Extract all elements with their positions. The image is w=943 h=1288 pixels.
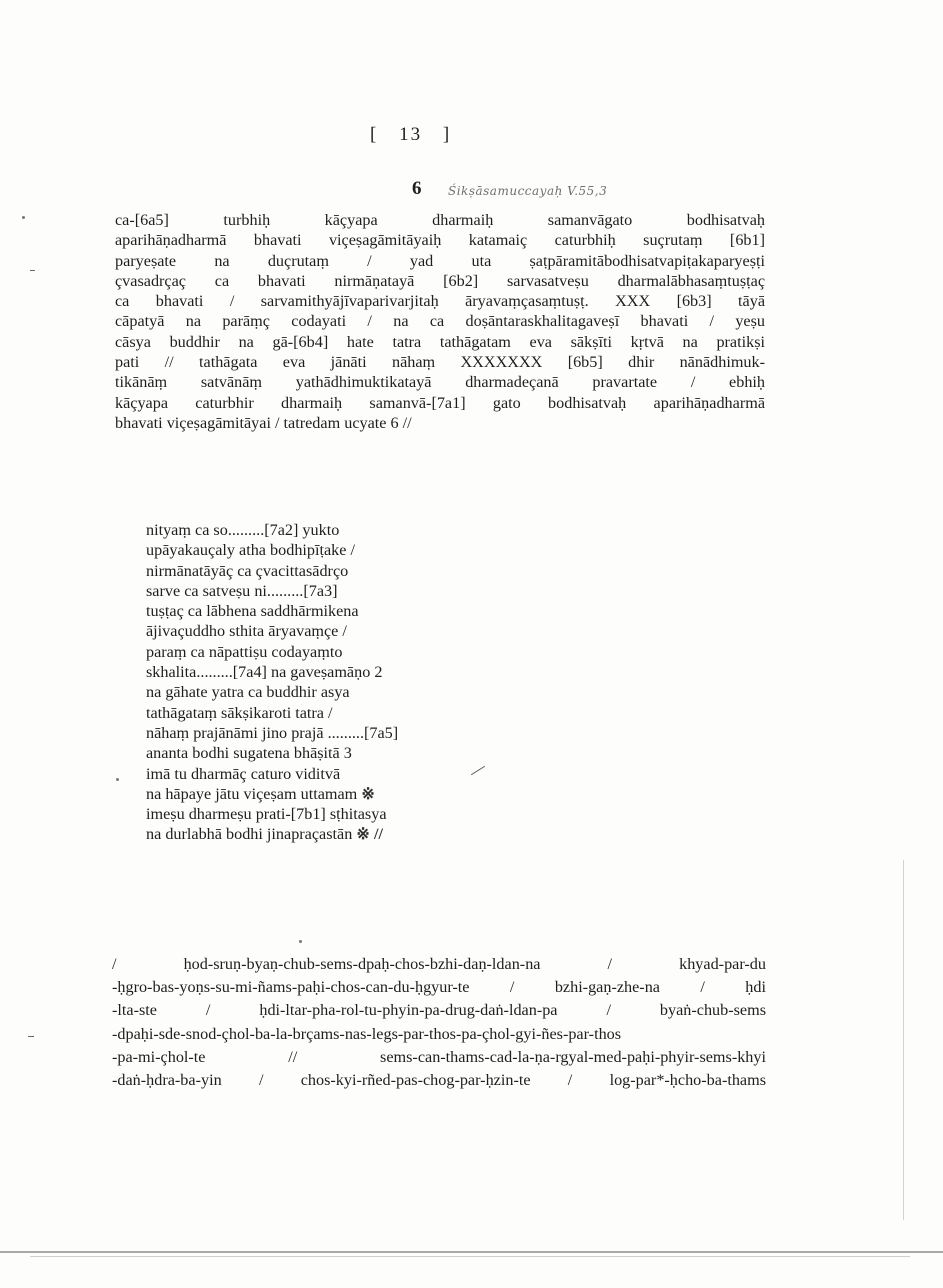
scan-bottom-edge	[0, 1251, 943, 1253]
sanskrit-verse-block	[146, 520, 398, 845]
verse-line: nāhaṃ prajānāmi jino prajā .........[7a5]	[146, 723, 399, 742]
verse-line: nityaṃ ca so.........[7a2] yukto	[146, 521, 340, 539]
verse-line-with-mark	[146, 784, 398, 804]
verse-line: ananta bodhi sugatena bhāṣitā 3	[146, 744, 352, 763]
page-number: [ 13 ]	[370, 124, 452, 145]
prose-line: aparihāṇadharmā bhavati viçeṣagāmitāyaiḥ katamaiç caturbhiḥ suçrutaṃ [6b1]	[115, 231, 765, 250]
verse-line: na gāhate yatra ca buddhir asya	[146, 683, 350, 702]
prose-line: çvasadrçaç ca bhavati nirmāṇatayā [6b2] sarvasatveṣu dharmalābhasaṃtuṣṭaç	[115, 271, 765, 290]
prose-line: tikānāṃ satvānāṃ yathādhimuktikatayā dharmadeçanā pravartate / ebhiḥ	[115, 373, 765, 392]
sanskrit-prose-block	[115, 210, 765, 433]
tibetan-line: / ḥod-sruṇ-byaṇ-chub-sems-dpaḥ-chos-bzhi-daṇ-ldan-na / khyad-par-du	[112, 955, 766, 973]
scan-edge-line	[903, 860, 904, 1220]
prose-line: bhavati viçeṣagāmitāyai / tatredam ucyate 6 //	[115, 413, 412, 432]
prose-line: ca bhavati / sarvamithyājīvaparivarjitaḥ āryavaṃçasaṃtuṣṭ. XXX [6b3] tāyā	[115, 292, 765, 311]
margin-dot	[22, 216, 25, 219]
pencil-mark	[471, 766, 485, 775]
prose-line: cāsya buddhir na gā-[6b4] hate tatra tathāgatam eva sākṣīti kṛtvā na pratikṣi	[115, 332, 765, 351]
tibetan-line: -pa-mi-çhol-te // sems-can-thams-cad-la-ṇa-rgyal-med-paḥi-phyir-sems-khyi	[112, 1047, 766, 1066]
prose-line: paryeṣate na duçrutaṃ / yad uta ṣaṭpāramitābodhisatvapiṭakaparyeṣṭi	[115, 251, 765, 270]
margin-tick	[28, 1036, 34, 1037]
prose-line: ca-[6a5] turbhiḥ kāçyapa dharmaiḥ samanvāgato bodhisatvaḥ	[115, 211, 765, 229]
verse-line: imā tu dharmāç caturo viditvā	[146, 764, 341, 783]
handwritten-note: Śikṣāsamuccayaḥ V.55,3	[448, 184, 608, 198]
asterism-mark: ※ //	[356, 825, 383, 844]
scan-bottom-edge-shadow	[30, 1256, 910, 1257]
verse-line-with-mark	[146, 824, 398, 844]
verse-line-text: na hāpaye jātu viçeṣam uttamam	[146, 784, 358, 803]
margin-dot	[299, 940, 302, 943]
tibetan-line: -daṅ-ḥdra-ba-yin / chos-kyi-rñed-pas-chog-par-ḥzin-te / log-par*-ḥcho-ba-thams	[112, 1071, 766, 1090]
verse-line: paraṃ ca nāpattiṣu codayaṃto	[146, 642, 343, 661]
verse-line-text: na durlabhā bodhi jinapraçastān	[146, 825, 353, 844]
verse-line: imeṣu dharmeṣu prati-[7b1] sṭhitasya	[146, 805, 387, 824]
verse-line: skhalita.........[7a4] na gaveṣamāṇo 2	[146, 663, 383, 682]
tibetan-line: -lta-ste / ḥdi-ltar-pha-rol-tu-phyin-pa-drug-daṅ-ldan-pa / byaṅ-chub-sems	[112, 1001, 766, 1020]
tibetan-translation-block	[112, 953, 766, 1092]
section-number: 6	[412, 178, 422, 199]
margin-dot	[116, 778, 119, 781]
verse-line: upāyakauçaly atha bodhipīṭake /	[146, 541, 356, 560]
tibetan-line: -ḥgro-bas-yoṇs-su-mi-ñams-paḥi-chos-can-du-ḥgyur-te / bzhi-gaṇ-zhe-na / ḥdi	[112, 978, 766, 997]
asterism-mark: ※	[361, 784, 375, 803]
verse-line: ājivaçuddho sthita āryavaṃçe /	[146, 622, 347, 641]
tibetan-line: -dpaḥi-sde-snod-çhol-ba-la-brçams-nas-legs-par-thos-pa-çhol-gyi-ñes-par-thos	[112, 1024, 622, 1043]
prose-line: kāçyapa caturbhir dharmaiḥ samanvā-[7a1] gato bodhisatvaḥ aparihāṇadharmā	[115, 393, 765, 412]
prose-line: cāpatyā na parāṃç codayati / na ca doṣāntaraskhalitagaveṣī bhavati / yeṣu	[115, 312, 765, 331]
verse-line: nirmānatāyāç ca çvacittasādrço	[146, 561, 349, 580]
prose-line: pati // tathāgata eva jānāti nāhaṃ XXXXXXX [6b5] dhir nānādhimuk-	[115, 353, 765, 372]
verse-line: tathāgataṃ sākṣikaroti tatra /	[146, 703, 333, 722]
margin-tick	[30, 270, 35, 271]
verse-line: sarve ca satveṣu ni.........[7a3]	[146, 581, 338, 600]
verse-line: tuṣṭaç ca lābhena saddhārmikena	[146, 602, 359, 621]
